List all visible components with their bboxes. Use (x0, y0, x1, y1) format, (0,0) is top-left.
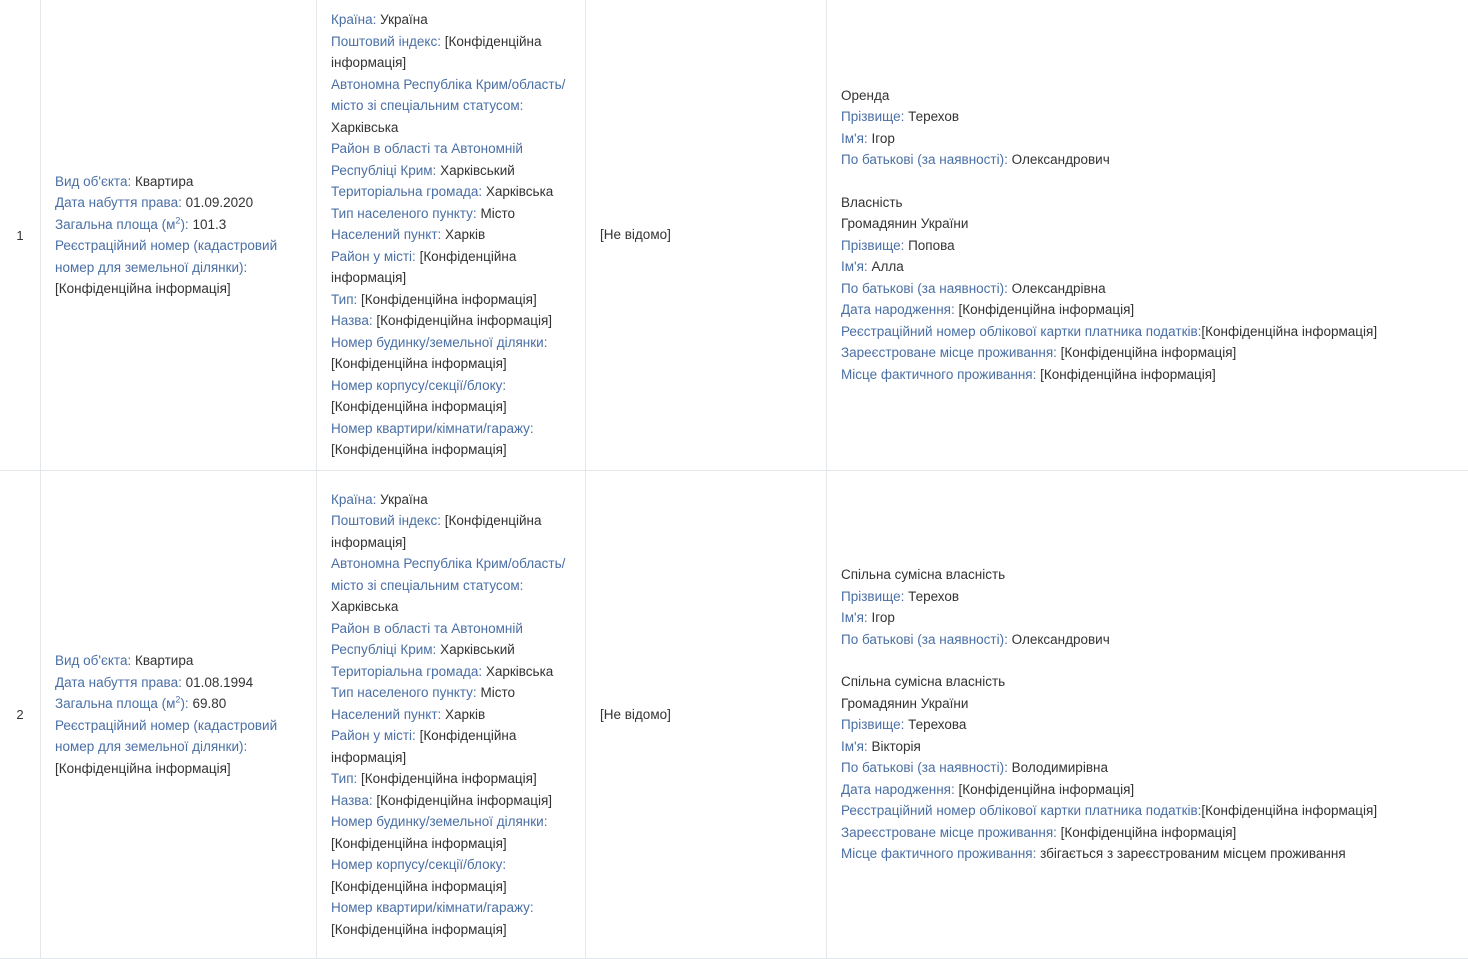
first-name-value: Ігор (871, 131, 894, 146)
right-type: Власність (841, 192, 1457, 214)
type-line (331, 289, 577, 311)
settlement-type-line (331, 682, 577, 704)
settlement-value: Харків (445, 707, 485, 722)
name-line (331, 310, 577, 332)
unknown-value: [Не відомо] (600, 227, 671, 242)
tax-number-line (841, 321, 1457, 343)
total-area-label: Загальна площа (м (55, 696, 175, 711)
settlement-type-value: Місто (480, 206, 515, 221)
actual-residence-value: [Конфіденційна інформація] (1040, 367, 1216, 382)
settlement-label: Населений пункт: (331, 227, 441, 242)
surname-label: Прізвище: (841, 238, 904, 253)
surname-value: Терехов (908, 109, 959, 124)
region-line (331, 553, 577, 618)
row-index-cell (0, 471, 41, 959)
object-type-value: Квартира (135, 174, 193, 189)
type-label: Тип: (331, 771, 357, 786)
surname-label: Прізвище: (841, 589, 904, 604)
patronymic-value: Володимирівна (1012, 760, 1108, 775)
object-details-cell (41, 0, 317, 471)
total-area-unit-exponent: 2 (175, 695, 180, 705)
settlement-type-value: Місто (480, 685, 515, 700)
city-district-label: Район у місті: (331, 728, 416, 743)
apartment-number-value: [Конфіденційна інформація] (331, 922, 507, 937)
table-row (0, 0, 1468, 471)
city-district-value: [Конфіденційна інформація] (331, 728, 516, 765)
surname-label: Прізвище: (841, 717, 904, 732)
community-value: Харківська (486, 664, 553, 679)
row-index-cell (0, 0, 41, 471)
settlement-type-label: Тип населеного пункту: (331, 206, 477, 221)
first-name-line (841, 736, 1457, 758)
registered-residence-value: [Конфіденційна інформація] (1061, 825, 1237, 840)
object-type-line (55, 171, 302, 193)
registered-residence-value: [Конфіденційна інформація] (1061, 345, 1237, 360)
postal-code-label: Поштовий індекс: (331, 34, 441, 49)
type-line (331, 768, 577, 790)
first-name-label: Ім'я: (841, 259, 868, 274)
owners-list (827, 560, 1468, 869)
unknown-cell (586, 471, 827, 959)
tax-number-value: [Конфіденційна інформація] (1201, 324, 1377, 339)
surname-line (841, 235, 1457, 257)
patronymic-label: По батькові (за наявності): (841, 632, 1008, 647)
row-index: 2 (16, 707, 23, 722)
owners-list (827, 81, 1468, 390)
registered-residence-line (841, 822, 1457, 844)
total-area-label: Загальна площа (м (55, 217, 175, 232)
settlement-value: Харків (445, 227, 485, 242)
actual-residence-line (841, 843, 1457, 865)
actual-residence-label: Місце фактичного проживання: (841, 367, 1036, 382)
registration-number-value: [Конфіденційна інформація] (55, 761, 231, 776)
postal-code-line (331, 510, 577, 553)
city-district-line (331, 725, 577, 768)
postal-code-label: Поштовий індекс: (331, 513, 441, 528)
district-line (331, 618, 577, 661)
total-area-label-end: ): (180, 217, 188, 232)
owner-entry (841, 671, 1457, 865)
settlement-type-line (331, 203, 577, 225)
block-number-label: Номер корпусу/секції/блоку: (331, 857, 506, 872)
city-district-label: Район у місті: (331, 249, 416, 264)
country-line (331, 9, 577, 31)
surname-value: Попова (908, 238, 955, 253)
object-details (41, 646, 316, 783)
registration-number-line (55, 715, 302, 780)
object-type-value: Квартира (135, 653, 193, 668)
settlement-label: Населений пункт: (331, 707, 441, 722)
block-number-label: Номер корпусу/секції/блоку: (331, 378, 506, 393)
registered-residence-label: Зареєстроване місце проживання: (841, 345, 1057, 360)
patronymic-line (841, 757, 1457, 779)
first-name-line (841, 256, 1457, 278)
type-value: [Конфіденційна інформація] (361, 292, 537, 307)
birth-date-value: [Конфіденційна інформація] (958, 302, 1134, 317)
country-line (331, 489, 577, 511)
district-label: Район в області та Автономній Республіці Крим: (331, 621, 523, 658)
address-cell (317, 0, 586, 471)
district-line (331, 138, 577, 181)
apartment-number-label: Номер квартири/кімнати/гаражу: (331, 900, 534, 915)
block-number-line (331, 375, 577, 418)
unknown-value: [Не відомо] (600, 707, 671, 722)
owners-cell (827, 0, 1468, 471)
postal-code-value: [Конфіденційна інформація] (331, 34, 542, 71)
tax-number-label: Реєстраційний номер облікової картки платника податків: (841, 324, 1201, 339)
district-label: Район в області та Автономній Республіці Крим: (331, 141, 523, 178)
right-type: Оренда (841, 85, 1457, 107)
object-type-label: Вид об'єкта: (55, 653, 131, 668)
name-value: [Конфіденційна інформація] (376, 313, 552, 328)
birth-date-label: Дата народження: (841, 302, 955, 317)
first-name-value: Вікторія (871, 739, 920, 754)
name-label: Назва: (331, 793, 373, 808)
right-type: Спільна сумісна власність (841, 671, 1457, 693)
owner-entry (841, 85, 1457, 171)
registered-residence-line (841, 342, 1457, 364)
surname-line (841, 106, 1457, 128)
actual-residence-label: Місце фактичного проживання: (841, 846, 1036, 861)
citizenship: Громадянин України (841, 213, 1457, 235)
region-value: Харківська (331, 120, 398, 135)
unknown-value-wrapper (586, 220, 826, 250)
acquisition-date-value: 01.09.2020 (186, 195, 254, 210)
settlement-type-label: Тип населеного пункту: (331, 685, 477, 700)
building-number-line (331, 332, 577, 375)
city-district-line (331, 246, 577, 289)
patronymic-line (841, 629, 1457, 651)
patronymic-line (841, 149, 1457, 171)
surname-line (841, 714, 1457, 736)
total-area-value: 101.3 (192, 217, 226, 232)
region-label: Автономна Республіка Крим/область/місто зі спеціальним статусом: (331, 77, 565, 114)
postal-code-value: [Конфіденційна інформація] (331, 513, 542, 550)
unknown-value-wrapper (586, 700, 826, 730)
patronymic-value: Олександрович (1012, 152, 1110, 167)
surname-line (841, 586, 1457, 608)
patronymic-line (841, 278, 1457, 300)
city-district-value: [Конфіденційна інформація] (331, 249, 516, 286)
first-name-value: Ігор (871, 610, 894, 625)
patronymic-value: Олександрівна (1012, 281, 1106, 296)
first-name-line (841, 128, 1457, 150)
birth-date-label: Дата народження: (841, 782, 955, 797)
surname-value: Терехова (908, 717, 966, 732)
country-label: Країна: (331, 492, 376, 507)
district-value: Харківський (440, 642, 515, 657)
address-details (317, 485, 585, 945)
country-value: Україна (380, 492, 428, 507)
settlement-line (331, 704, 577, 726)
name-value: [Конфіденційна інформація] (376, 793, 552, 808)
building-number-label: Номер будинку/земельної ділянки: (331, 335, 547, 350)
owner-separator (841, 171, 1457, 192)
owners-cell (827, 471, 1468, 959)
region-line (331, 74, 577, 139)
birth-date-line (841, 779, 1457, 801)
total-area-unit-exponent: 2 (175, 215, 180, 225)
registration-number-line (55, 235, 302, 300)
unknown-cell (586, 0, 827, 471)
region-value: Харківська (331, 599, 398, 614)
tax-number-line (841, 800, 1457, 822)
patronymic-label: По батькові (за наявності): (841, 760, 1008, 775)
patronymic-label: По батькові (за наявності): (841, 281, 1008, 296)
first-name-value: Алла (871, 259, 903, 274)
apartment-number-line (331, 418, 577, 461)
acquisition-date-label: Дата набуття права: (55, 195, 182, 210)
object-type-label: Вид об'єкта: (55, 174, 131, 189)
district-value: Харківський (440, 163, 515, 178)
object-details-cell (41, 471, 317, 959)
building-number-value: [Конфіденційна інформація] (331, 836, 507, 851)
registration-number-label: Реєстраційний номер (кадастровий номер для земельної ділянки): (55, 718, 277, 755)
name-label: Назва: (331, 313, 373, 328)
tax-number-label: Реєстраційний номер облікової картки платника податків: (841, 803, 1201, 818)
acquisition-date-line (55, 192, 302, 214)
block-number-value: [Конфіденційна інформація] (331, 879, 507, 894)
name-line (331, 790, 577, 812)
surname-label: Прізвище: (841, 109, 904, 124)
community-value: Харківська (486, 184, 553, 199)
registration-number-label: Реєстраційний номер (кадастровий номер для земельної ділянки): (55, 238, 277, 275)
community-label: Територіальна громада: (331, 664, 482, 679)
object-type-line (55, 650, 302, 672)
surname-value: Терехов (908, 589, 959, 604)
owner-entry (841, 192, 1457, 386)
table-row (0, 471, 1468, 959)
address-cell (317, 471, 586, 959)
block-number-line (331, 854, 577, 897)
registered-residence-label: Зареєстроване місце проживання: (841, 825, 1057, 840)
type-label: Тип: (331, 292, 357, 307)
apartment-number-line (331, 897, 577, 940)
first-name-label: Ім'я: (841, 131, 868, 146)
country-value: Україна (380, 12, 428, 27)
building-number-label: Номер будинку/земельної ділянки: (331, 814, 547, 829)
birth-date-line (841, 299, 1457, 321)
building-number-value: [Конфіденційна інформація] (331, 356, 507, 371)
first-name-label: Ім'я: (841, 739, 868, 754)
block-number-value: [Конфіденційна інформація] (331, 399, 507, 414)
patronymic-value: Олександрович (1012, 632, 1110, 647)
type-value: [Конфіденційна інформація] (361, 771, 537, 786)
total-area-line (55, 693, 302, 715)
first-name-line (841, 607, 1457, 629)
birth-date-value: [Конфіденційна інформація] (958, 782, 1134, 797)
region-label: Автономна Республіка Крим/область/місто зі спеціальним статусом: (331, 556, 565, 593)
patronymic-label: По батькові (за наявності): (841, 152, 1008, 167)
settlement-line (331, 224, 577, 246)
apartment-number-value: [Конфіденційна інформація] (331, 442, 507, 457)
acquisition-date-value: 01.08.1994 (186, 675, 254, 690)
apartment-number-label: Номер квартири/кімнати/гаражу: (331, 421, 534, 436)
actual-residence-line (841, 364, 1457, 386)
registration-number-value: [Конфіденційна інформація] (55, 281, 231, 296)
first-name-label: Ім'я: (841, 610, 868, 625)
row-index: 1 (16, 228, 23, 243)
community-label: Територіальна громада: (331, 184, 482, 199)
owner-entry (841, 564, 1457, 650)
owner-separator (841, 650, 1457, 671)
object-details (41, 167, 316, 304)
tax-number-value: [Конфіденційна інформація] (1201, 803, 1377, 818)
acquisition-date-label: Дата набуття права: (55, 675, 182, 690)
acquisition-date-line (55, 672, 302, 694)
total-area-label-end: ): (180, 696, 188, 711)
citizenship: Громадянин України (841, 693, 1457, 715)
community-line (331, 181, 577, 203)
postal-code-line (331, 31, 577, 74)
country-label: Країна: (331, 12, 376, 27)
address-details (317, 5, 585, 465)
actual-residence-value: збігається з зареєстрованим місцем проживання (1040, 846, 1346, 861)
right-type: Спільна сумісна власність (841, 564, 1457, 586)
total-area-line (55, 214, 302, 236)
community-line (331, 661, 577, 683)
building-number-line (331, 811, 577, 854)
total-area-value: 69.80 (192, 696, 226, 711)
